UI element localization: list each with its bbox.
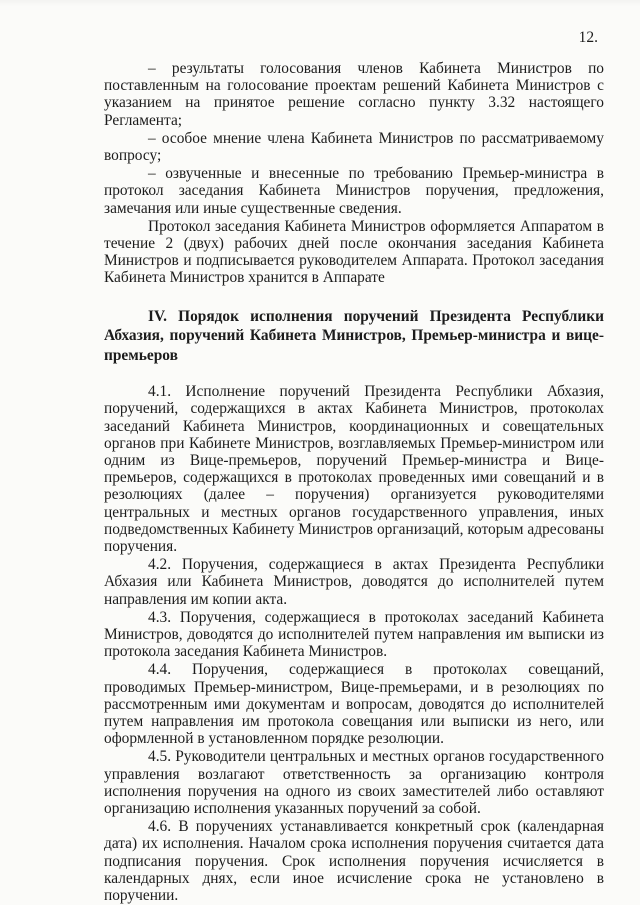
page-number: 12. — [578, 29, 598, 46]
paragraph-4-3: 4.3. Поручения, содержащиеся в протоколах заседаний Кабинета Министров, доводятся до исполнителей путем направления им выписки из протокола заседания Кабинета Министров. — [104, 608, 604, 661]
paragraph-protocol-preparation: Протокол заседания Кабинета Министров оформляется Аппаратом в течение 2 (двух) рабочих дней после окончания заседания Кабинета Министров и подписывается руководителем Аппарата. Протокол заседания Кабинета Министров хранится в Аппарате — [104, 217, 604, 287]
paragraph-4-1: 4.1. Исполнение поручений Президента Республики Абхазия, поручений, содержащихся в актах Кабинета Министров, протоколах заседаний Кабинета Министров, координационных и совещательных органов при Кабинете Министров, возглавляемых Премьер-министром или одним из Вице-премьеров, поручений Премьер-министра и Вице-премьеров, содержащихся в протоколах проведенных ими совещаний и в резолюциях (далее – поручения) организуется руководителями центральных и местных органов государственного управления, иных подведомственных Кабинету Министров организаций, которым адресованы поручения. — [104, 383, 604, 555]
paragraph-announced-instructions: – озвученные и внесенные по требованию Премьер-министра в протокол заседания Кабинета Министров поручения, предложения, замечания или иные существенные сведения. — [104, 165, 604, 217]
paragraph-voting-results: – результаты голосования членов Кабинета Министров по поставленным на голосование проектам решений Кабинета Министров с указанием на принятое решение согласно пункту 3.32 настоящего Регламента; — [104, 60, 604, 129]
section-heading: IV. Порядок исполнения поручений Президента Республики Абхазия, поручений Кабинета Министров, Премьер-министра и вице-премьеров — [104, 307, 604, 364]
document-body — [104, 60, 604, 905]
paragraph-dissenting-opinion: – особое мнение члена Кабинета Министров по рассматриваемому вопросу; — [104, 129, 604, 165]
paragraph-4-4: 4.4. Поручения, содержащиеся в протоколах совещаний, проводимых Премьер-министром, Вице-премьерами, и в резолюциях по рассмотренным ими документам и вопросам, доводятся до исполнителей путем направления им протокола совещания или выписки из него, или оформленной в установленном порядке резолюции. — [104, 661, 604, 748]
paragraph-4-6: 4.6. В поручениях устанавливается конкретный срок (календарная дата) их исполнения. Началом срока исполнения поручения считается дата подписания поручения. Срок исполнения поручения исчисляется в календарных днях, если иное исчисление срока не установлено в поручении. — [104, 818, 604, 905]
paragraph-4-5: 4.5. Руководители центральных и местных органов государственного управления возлагают ответственность за организацию контроля исполнения поручения на одного из своих заместителей либо оставляют организацию исполнения указанных поручений за собой. — [104, 748, 604, 818]
paragraph-4-2: 4.2. Поручения, содержащиеся в актах Президента Республики Абхазия или Кабинета Министров, доводятся до исполнителей путем направления им копии акта. — [104, 556, 604, 608]
